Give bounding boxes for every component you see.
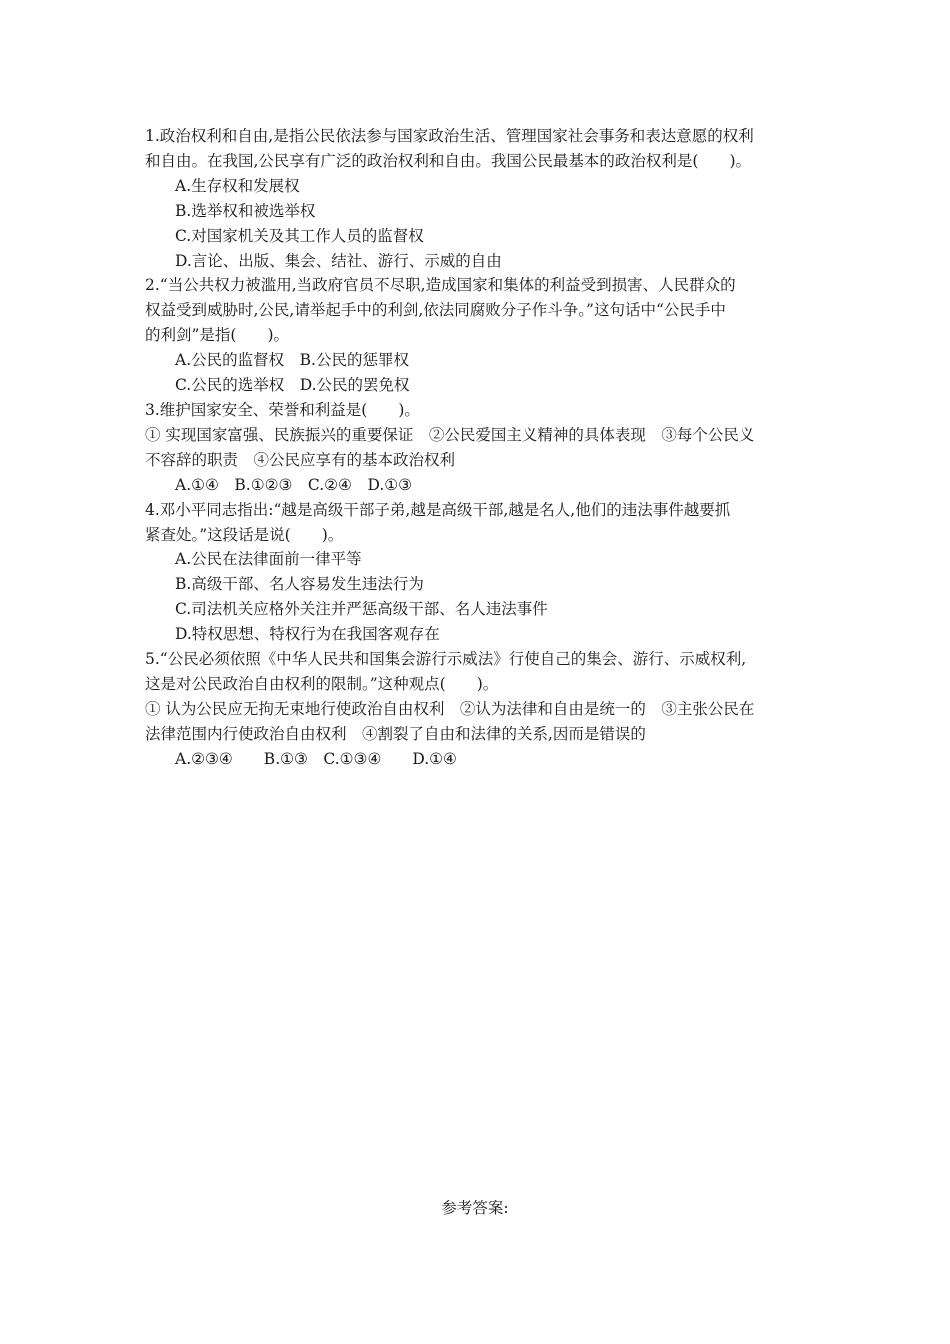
question-5 [145, 647, 813, 772]
option-b: B.选举权和被选举权 [175, 201, 316, 220]
question-stem-line: 1.政治权利和自由,是指公民依法参与国家政治生活、管理国家社会事务和表达意愿的权利 [145, 127, 754, 145]
question-stem-line: 紧查处。”这段话是说( )。 [145, 525, 344, 544]
question-2 [145, 273, 813, 398]
question-stem-line: 2.“当公共权力被滥用,当政府官员不尽职,造成国家和集体的利益受到损害、人民群众的 [145, 276, 736, 295]
option-c: C.司法机关应格外关注并严惩高级干部、名人违法事件 [175, 600, 548, 619]
question-stem-line: 法律范围内行使政治自由权利 ④割裂了自由和法律的关系,因而是错误的 [145, 724, 646, 743]
question-stem-line: 权益受到威胁时,公民,请举起手中的利剑,依法同腐败分子作斗争。”这句话中“公民手中 [145, 301, 726, 320]
answer-heading: 参考答案: [441, 1199, 509, 1217]
question-stem-line: 4.邓小平同志指出:“越是高级干部子弟,越是高级干部,越是名人,他们的违法事件越要抓 [145, 500, 731, 519]
option-a: A.公民在法律面前一律平等 [175, 550, 362, 569]
option-row: A.①④ B.①②③ C.②④ D.①③ [175, 475, 413, 494]
option-d: D.特权思想、特权行为在我国客观存在 [175, 625, 440, 644]
option-row: C.公民的选举权 D.公民的罢免权 [175, 376, 410, 395]
option-d: D.言论、出版、集会、结社、游行、示威的自由 [175, 251, 502, 270]
option-row: A.公民的监督权 B.公民的惩罪权 [175, 351, 409, 370]
question-3 [145, 398, 813, 498]
question-4 [145, 498, 813, 647]
question-stem-line: ① 认为公民应无拘无束地行使政治自由权利 ②认为法律和自由是统一的 ③主张公民在 [145, 699, 755, 718]
option-c: C.对国家机关及其工作人员的监督权 [175, 226, 424, 245]
question-stem-line: 不容辞的职责 ④公民应享有的基本政治权利 [145, 450, 456, 469]
question-stem-line: 的利剑”是指( )。 [145, 326, 290, 345]
question-stem-line: ① 实现国家富强、民族振兴的重要保证 ②公民爱国主义精神的具体表现 ③每个公民义 [145, 425, 755, 444]
question-list [145, 124, 813, 772]
question-stem-line: 和自由。在我国,公民享有广泛的政治权利和自由。我国公民最基本的政治权利是( )。 [145, 151, 752, 170]
option-row: A.②③④ B.①③ C.①③④ D.①④ [175, 749, 457, 768]
question-1 [145, 124, 813, 273]
option-a: A.生存权和发展权 [175, 176, 300, 195]
question-stem-line: 这是对公民政治自由权利的限制。”这种观点( )。 [145, 674, 499, 693]
question-stem-line: 3.维护国家安全、荣誉和利益是( )。 [145, 400, 420, 419]
option-b: B.高级干部、名人容易发生违法行为 [175, 575, 424, 594]
question-stem-line: 5.“公民必须依照《中华人民共和国集会游行示威法》行使自己的集会、游行、示威权利, [145, 650, 747, 669]
